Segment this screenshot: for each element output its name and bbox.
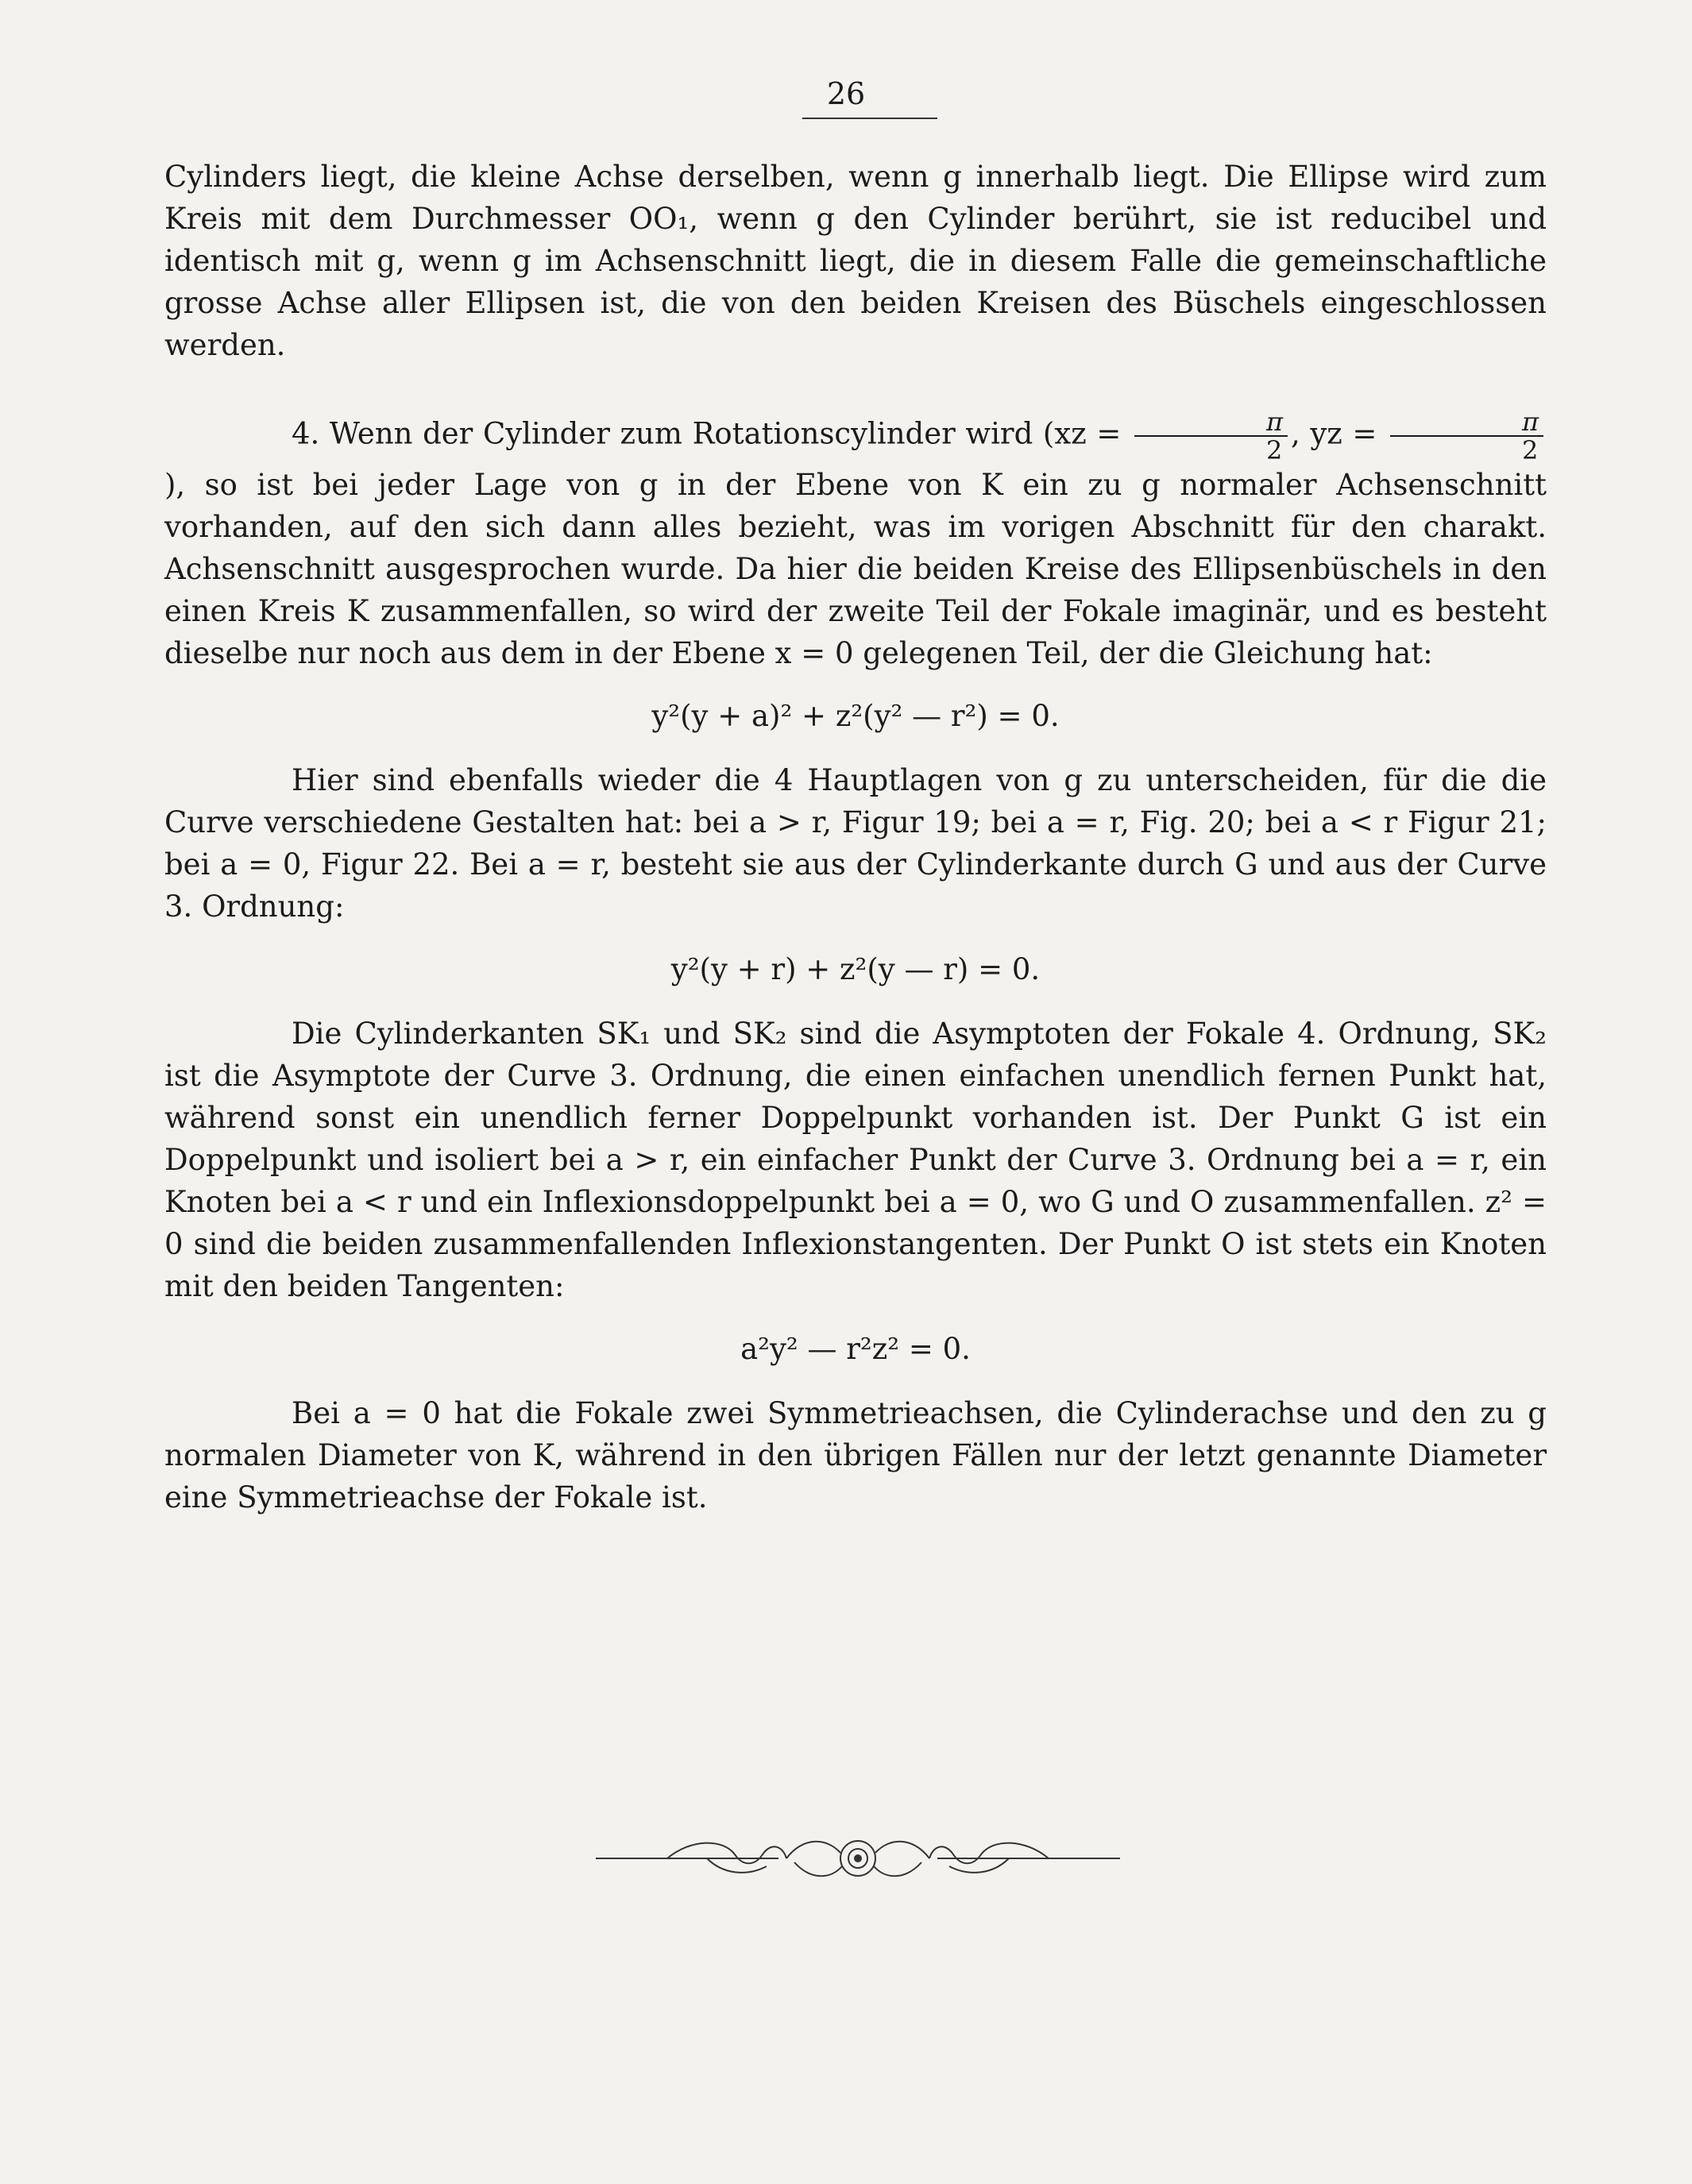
formula-tangents: a²y² — r²z² = 0. — [740, 1332, 971, 1366]
paragraph-2-part-c: ), so ist bei jeder Lage von g in der Ebene von K ein zu g normaler Achsenschnitt vorhanden, auf den sich dann alles bezieht, was im vorigen Abschnitt für den charakt. Achsenschnitt ausgesprochen wurde. Da hier die beiden Kreise des Ellipsenbüschels in den einen Kreis K zusammenfallen, so wird der zweite Teil der Fokale imaginär, und es besteht dieselbe nur noch aus dem in der Ebene x = 0 gelegenen Teil, der die Gleichung hat: — [164, 468, 1547, 670]
paragraph-2-part-b: , yz = — [1290, 416, 1377, 451]
fraction-pi-half-2: $\frac{\pi}{2}$ — [1390, 408, 1543, 464]
paragraph-2-part-a: 4. Wenn der Cylinder zum Rotationscylinder wird (xz = — [292, 416, 1122, 451]
paragraph-4: Die Cylinderkanten SK₁ und SK₂ sind die Asymptoten der Fokale 4. Ordnung, SK₂ ist die Asymptote der Curve 3. Ordnung, die einen einfachen unendlich fernen Punkt hat, während sonst ein unendlich ferner Doppelpunkt vorhanden ist. Der Punkt G ist ein Doppelpunkt und isoliert bei a > r, ein einfacher Punkt der Curve 3. Ordnung bei a = r, ein Knoten bei a < r und ein Inflexionsdoppelpunkt bei a = 0, wo G und O zusammenfallen. z² = 0 sind die beiden zusammenfallenden Inflexionstangenten. Der Punkt O ist stets ein Knoten mit den beiden Tangenten: — [164, 1017, 1547, 1303]
page-number: 26 — [826, 76, 866, 111]
formula-fokale-4: y²(y + a)² + z²(y² — r²) = 0. — [651, 699, 1060, 733]
paragraph-1: Cylinders liegt, die kleine Achse derselben, wenn g innerhalb liegt. Die Ellipse wird zum Kreis mit dem Durchmesser OO₁, wenn g den Cylinder berührt, sie ist reducibel und identisch mit g, wenn g im Achsenschnitt liegt, die in diesem Falle die gemeinschaftliche grosse Achse aller Ellipsen ist, die von den beiden Kreisen des Büschels eingeschlossen werden. — [164, 160, 1547, 362]
formula-curve-3: y²(y + r) + z²(y — r) = 0. — [670, 952, 1041, 986]
page-body — [164, 156, 1547, 1518]
header-rule — [802, 118, 937, 119]
paragraph-3: Hier sind ebenfalls wieder die 4 Hauptlagen von g zu unterscheiden, für die die Curve verschiedene Gestalten hat: bei a > r, Figur 19; bei a = r, Fig. 20; bei a < r Figur 21; bei a = 0, Figur 22. Bei a = r, besteht sie aus der Cylinderkante durch G und aus der Curve 3. Ordnung: — [164, 763, 1547, 924]
fraction-pi-half-1: $\frac{\pi}{2}$ — [1134, 408, 1288, 464]
paragraph-2 — [164, 408, 1547, 674]
vignette-ornament-icon — [596, 1831, 1120, 1886]
paragraph-5: Bei a = 0 hat die Fokale zwei Symmetrieachsen, die Cylinderachse und den zu g normalen Diameter von K, während in den übrigen Fällen nur der letzt genannte Diameter eine Symmetrieachse der Fokale ist. — [164, 1396, 1547, 1515]
